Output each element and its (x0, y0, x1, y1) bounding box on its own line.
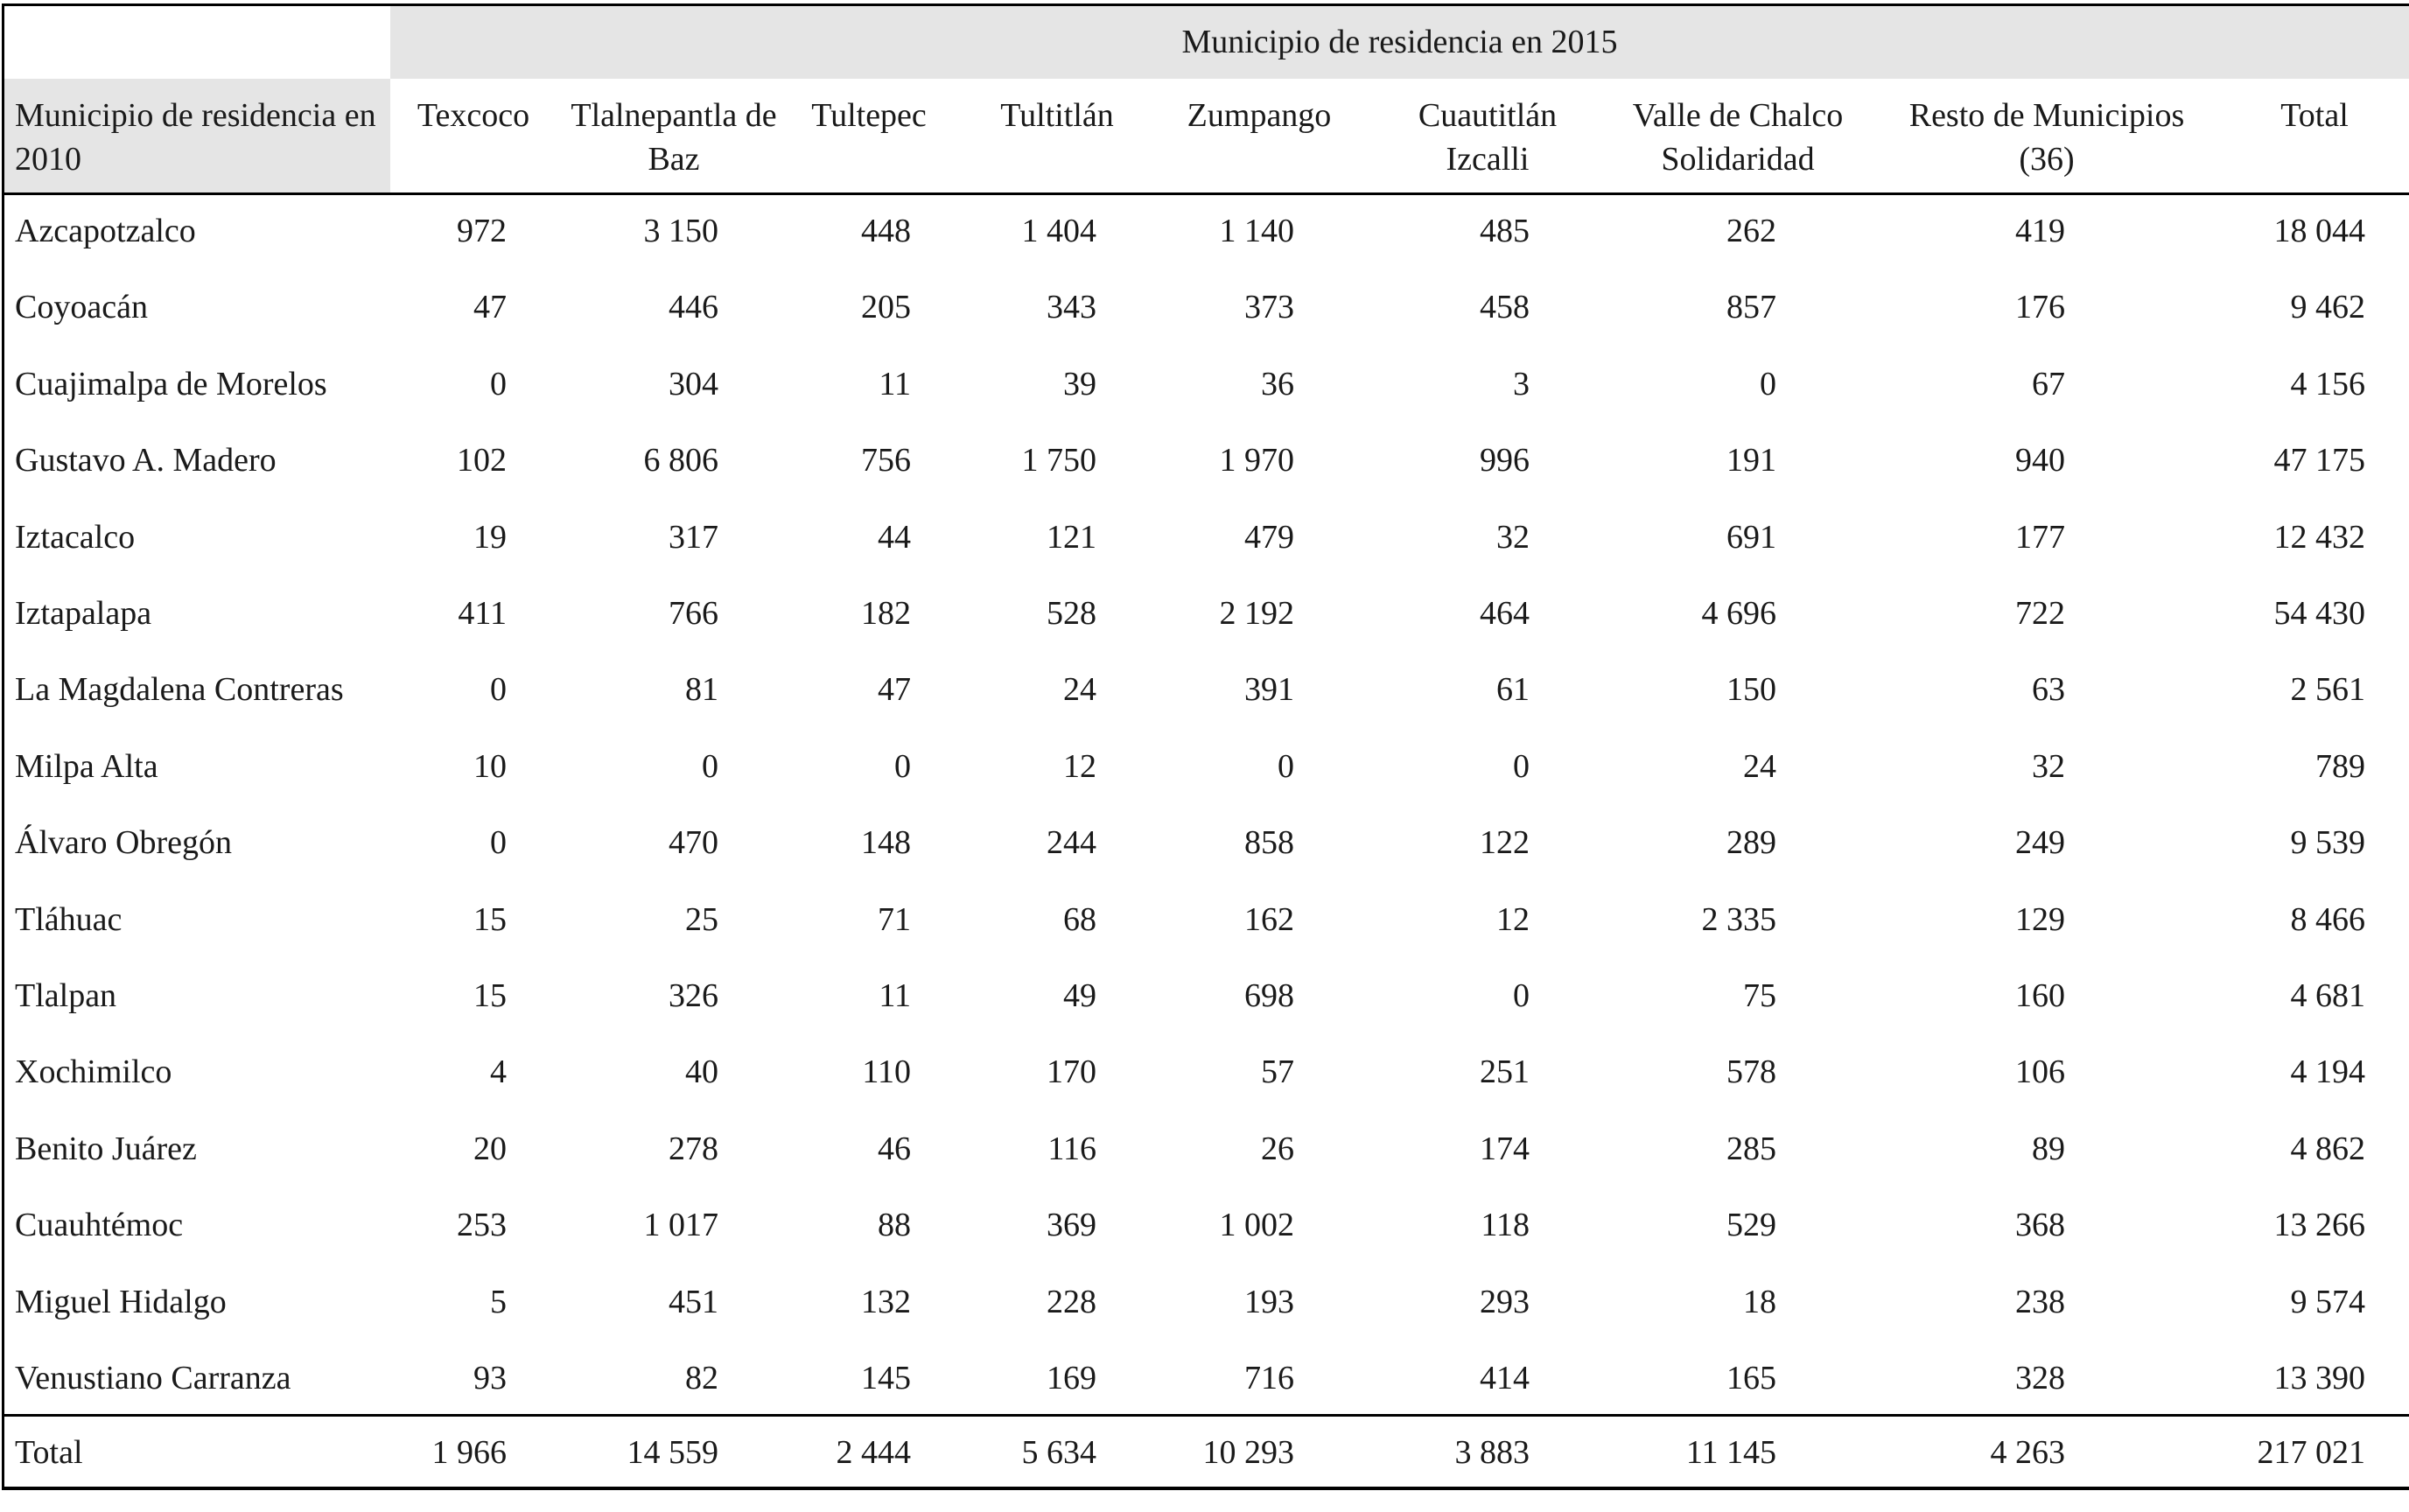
table-cell: 940 (2015, 442, 2065, 480)
table-cell: 446 (669, 289, 718, 326)
table-cell: 3 150 (643, 213, 718, 249)
table-cell: 12 (1496, 900, 1530, 938)
table-cell: 858 (1244, 824, 1294, 862)
table-cell: 4 696 (1701, 595, 1776, 632)
table-cell: 129 (2015, 900, 2065, 938)
table-cell: 89 (2032, 1130, 2065, 1167)
table-cell: 177 (2015, 518, 2065, 556)
row-label: Xochimilco (15, 1054, 172, 1091)
table-cell: 328 (2015, 1360, 2065, 1396)
table-cell: 32 (2032, 747, 2065, 785)
table-cell: 326 (669, 977, 718, 1014)
table-cell: 0 (490, 824, 507, 862)
table-cell: 238 (2015, 1283, 2065, 1320)
table-cell: 102 (457, 442, 507, 480)
table-cell: 304 (669, 365, 718, 402)
table-cell: 464 (1480, 595, 1530, 632)
column-header: Tlalnepantla de Baz (571, 97, 777, 178)
table-cell: 47 (878, 671, 911, 709)
column-header: Tultepec (811, 97, 927, 134)
table-cell: 46 (878, 1130, 911, 1167)
table-cell: 451 (669, 1283, 718, 1320)
table-cell: 106 (2015, 1054, 2065, 1091)
table-cell: 4 156 (2290, 365, 2365, 402)
table-cell: 13 390 (2273, 1360, 2365, 1396)
table-cell: 193 (1244, 1283, 1294, 1320)
table-cell: 20 (473, 1130, 507, 1167)
table-cell: 343 (1047, 289, 1096, 326)
table-cell: 1 140 (1219, 213, 1294, 249)
table-cell: 0 (894, 747, 911, 785)
table-cell: 289 (1726, 824, 1776, 862)
row-label: Gustavo A. Madero (15, 442, 277, 480)
table-cell: 766 (669, 595, 718, 632)
table-cell: 278 (669, 1130, 718, 1167)
table-cell: 68 (1063, 900, 1096, 938)
table-cell: 14 559 (627, 1434, 718, 1471)
table-cell: 3 (1513, 365, 1530, 402)
row-label: Tláhuac (15, 900, 123, 938)
table-cell: 411 (458, 595, 507, 632)
table-cell: 61 (1496, 671, 1530, 709)
table-cell: 1 404 (1021, 213, 1096, 249)
row-label: Benito Juárez (15, 1130, 197, 1167)
table-cell: 110 (862, 1054, 911, 1091)
table-cell: 82 (685, 1360, 718, 1396)
table-cell: 11 (879, 365, 911, 402)
row-label: La Magdalena Contreras (15, 671, 344, 709)
table-cell: 116 (1047, 1130, 1096, 1167)
table-cell: 170 (1047, 1054, 1096, 1091)
column-header: Resto de Municipios (36) (1908, 97, 2185, 178)
table-cell: 0 (1278, 747, 1294, 785)
row-label: Venustiano Carranza (15, 1360, 291, 1396)
table-cell: 63 (2032, 671, 2065, 709)
table-cell: 996 (1480, 442, 1530, 480)
row-label: Coyoacán (15, 289, 148, 326)
table-cell: 6 806 (643, 442, 718, 480)
column-header: Tultitlán (1000, 97, 1114, 134)
table-cell: 12 432 (2273, 518, 2365, 556)
table-cell: 54 430 (2273, 595, 2365, 632)
table-cell: 479 (1244, 518, 1294, 556)
table-cell: 162 (1244, 900, 1294, 938)
table-cell: 18 (1743, 1283, 1776, 1320)
row-label: Cuauhtémoc (15, 1207, 184, 1244)
table-cell: 789 (2315, 747, 2365, 785)
table-cell: 132 (861, 1283, 911, 1320)
column-header: Texcoco (417, 97, 530, 134)
header-divider (4, 192, 2409, 195)
table-cell: 414 (1480, 1360, 1530, 1396)
table-cell: 972 (457, 213, 507, 249)
table-cell: 368 (2015, 1207, 2065, 1244)
table-cell: 391 (1244, 671, 1294, 709)
table-cell: 93 (473, 1360, 507, 1396)
table-cell: 10 (473, 747, 507, 785)
table-cell: 1 966 (431, 1434, 507, 1471)
table-cell: 88 (878, 1207, 911, 1244)
column-header: Valle de Chalco Solidaridad (1632, 97, 1844, 178)
table-cell: 44 (878, 518, 911, 556)
table-cell: 122 (1480, 824, 1530, 862)
column-header: Zumpango (1187, 97, 1332, 134)
table-cell: 369 (1047, 1207, 1096, 1244)
table-cell: 11 (879, 977, 911, 1014)
table-cell: 15 (473, 977, 507, 1014)
table-cell: 32 (1496, 518, 1530, 556)
table-cell: 293 (1480, 1283, 1530, 1320)
row-label: Tlalpan (15, 977, 117, 1014)
table-cell: 3 883 (1454, 1434, 1530, 1471)
table-cell: 49 (1063, 977, 1096, 1014)
total-divider (4, 1414, 2409, 1417)
super-header-title: Municipio de residencia en 2015 (1181, 24, 1618, 60)
table-cell: 11 145 (1685, 1434, 1776, 1471)
table-cell: 0 (1513, 977, 1530, 1014)
table-cell: 4 194 (2290, 1054, 2365, 1091)
table-cell: 75 (1743, 977, 1776, 1014)
table-cell: 2 335 (1701, 900, 1776, 938)
table-cell: 12 (1063, 747, 1096, 785)
table-cell: 2 561 (2290, 671, 2365, 709)
table-cell: 4 (490, 1054, 507, 1091)
table-cell: 249 (2015, 824, 2065, 862)
table-cell: 121 (1047, 518, 1096, 556)
data-table (2, 4, 2409, 1490)
row-label: Miguel Hidalgo (15, 1283, 227, 1320)
table-cell: 285 (1726, 1130, 1776, 1167)
table-cell: 722 (2015, 595, 2065, 632)
table-cell: 578 (1726, 1054, 1776, 1091)
table-cell: 36 (1261, 365, 1294, 402)
table-cell: 2 192 (1219, 595, 1294, 632)
table-cell: 205 (861, 289, 911, 326)
table-cell: 39 (1063, 365, 1096, 402)
table-cell: 26 (1261, 1130, 1294, 1167)
table-cell: 262 (1726, 213, 1776, 249)
table-cell: 2 444 (836, 1434, 911, 1471)
table-cell: 0 (490, 365, 507, 402)
table-cell: 253 (457, 1207, 507, 1244)
table-cell: 251 (1480, 1054, 1530, 1091)
table-cell: 81 (685, 671, 718, 709)
row-label: Iztacalco (15, 518, 136, 556)
table-cell: 529 (1726, 1207, 1776, 1244)
table-cell: 698 (1244, 977, 1294, 1014)
table-cell: 9 462 (2290, 289, 2365, 326)
table-cell: 118 (1481, 1207, 1530, 1244)
column-header: Total (2280, 97, 2349, 134)
table-cell: 24 (1743, 747, 1776, 785)
table-cell: 176 (2015, 289, 2065, 326)
table-cell: 67 (2032, 365, 2065, 402)
table-cell: 1 750 (1021, 442, 1096, 480)
column-header: Cuautitlán Izcalli (1418, 97, 1558, 178)
table-cell: 191 (1726, 442, 1776, 480)
table-cell: 24 (1063, 671, 1096, 709)
table-cell: 5 (490, 1283, 507, 1320)
table-cell: 57 (1261, 1054, 1294, 1091)
row-label: Milpa Alta (15, 747, 158, 785)
table-cell: 716 (1244, 1360, 1294, 1396)
table-cell: 25 (685, 900, 718, 938)
table-cell: 13 266 (2273, 1207, 2365, 1244)
table-cell: 148 (861, 824, 911, 862)
table-cell: 228 (1047, 1283, 1096, 1320)
table-cell: 47 (473, 289, 507, 326)
row-label: Azcapotzalco (15, 213, 196, 249)
table-cell: 4 263 (1990, 1434, 2065, 1471)
table-cell: 217 021 (2257, 1434, 2365, 1471)
table-cell: 317 (669, 518, 718, 556)
table-cell: 1 017 (643, 1207, 718, 1244)
table-cell: 528 (1047, 595, 1096, 632)
table-cell: 1 002 (1219, 1207, 1294, 1244)
table-cell: 373 (1244, 289, 1294, 326)
table-cell: 47 175 (2273, 442, 2365, 480)
table-cell: 458 (1480, 289, 1530, 326)
table-cell: 1 970 (1219, 442, 1294, 480)
table-cell: 0 (702, 747, 718, 785)
table-cell: 71 (878, 900, 911, 938)
table-cell: 145 (861, 1360, 911, 1396)
table-cell: 8 466 (2290, 900, 2365, 938)
table-cell: 15 (473, 900, 507, 938)
row-label: Cuajimalpa de Morelos (15, 365, 327, 402)
row-header-label: Municipio de residencia en 2010 (15, 97, 376, 178)
table-cell: 182 (861, 595, 911, 632)
table-cell: 0 (490, 671, 507, 709)
table-cell: 470 (669, 824, 718, 862)
table-cell: 9 539 (2290, 824, 2365, 862)
table-cell: 857 (1726, 289, 1776, 326)
table-cell: 4 862 (2290, 1130, 2365, 1167)
row-label: Total (15, 1434, 83, 1471)
table-cell: 485 (1480, 213, 1530, 249)
table-cell: 4 681 (2290, 977, 2365, 1014)
table-cell: 40 (685, 1054, 718, 1091)
table-cell: 19 (473, 518, 507, 556)
table-cell: 691 (1726, 518, 1776, 556)
table-cell: 9 574 (2290, 1283, 2365, 1320)
table-cell: 18 044 (2273, 213, 2365, 249)
table-cell: 5 634 (1021, 1434, 1096, 1471)
row-label: Álvaro Obregón (15, 824, 232, 862)
table-cell: 169 (1047, 1360, 1096, 1396)
table-cell: 10 293 (1202, 1434, 1294, 1471)
table-cell: 756 (861, 442, 911, 480)
table-cell: 244 (1047, 824, 1096, 862)
table-cell: 165 (1726, 1360, 1776, 1396)
table-cell: 160 (2015, 977, 2065, 1014)
table-cell: 0 (1760, 365, 1776, 402)
table-cell: 0 (1513, 747, 1530, 785)
row-label: Iztapalapa (15, 595, 152, 632)
table-cell: 448 (861, 213, 911, 249)
table-cell: 150 (1726, 671, 1776, 709)
table-cell: 174 (1480, 1130, 1530, 1167)
table-cell: 419 (2015, 213, 2065, 249)
